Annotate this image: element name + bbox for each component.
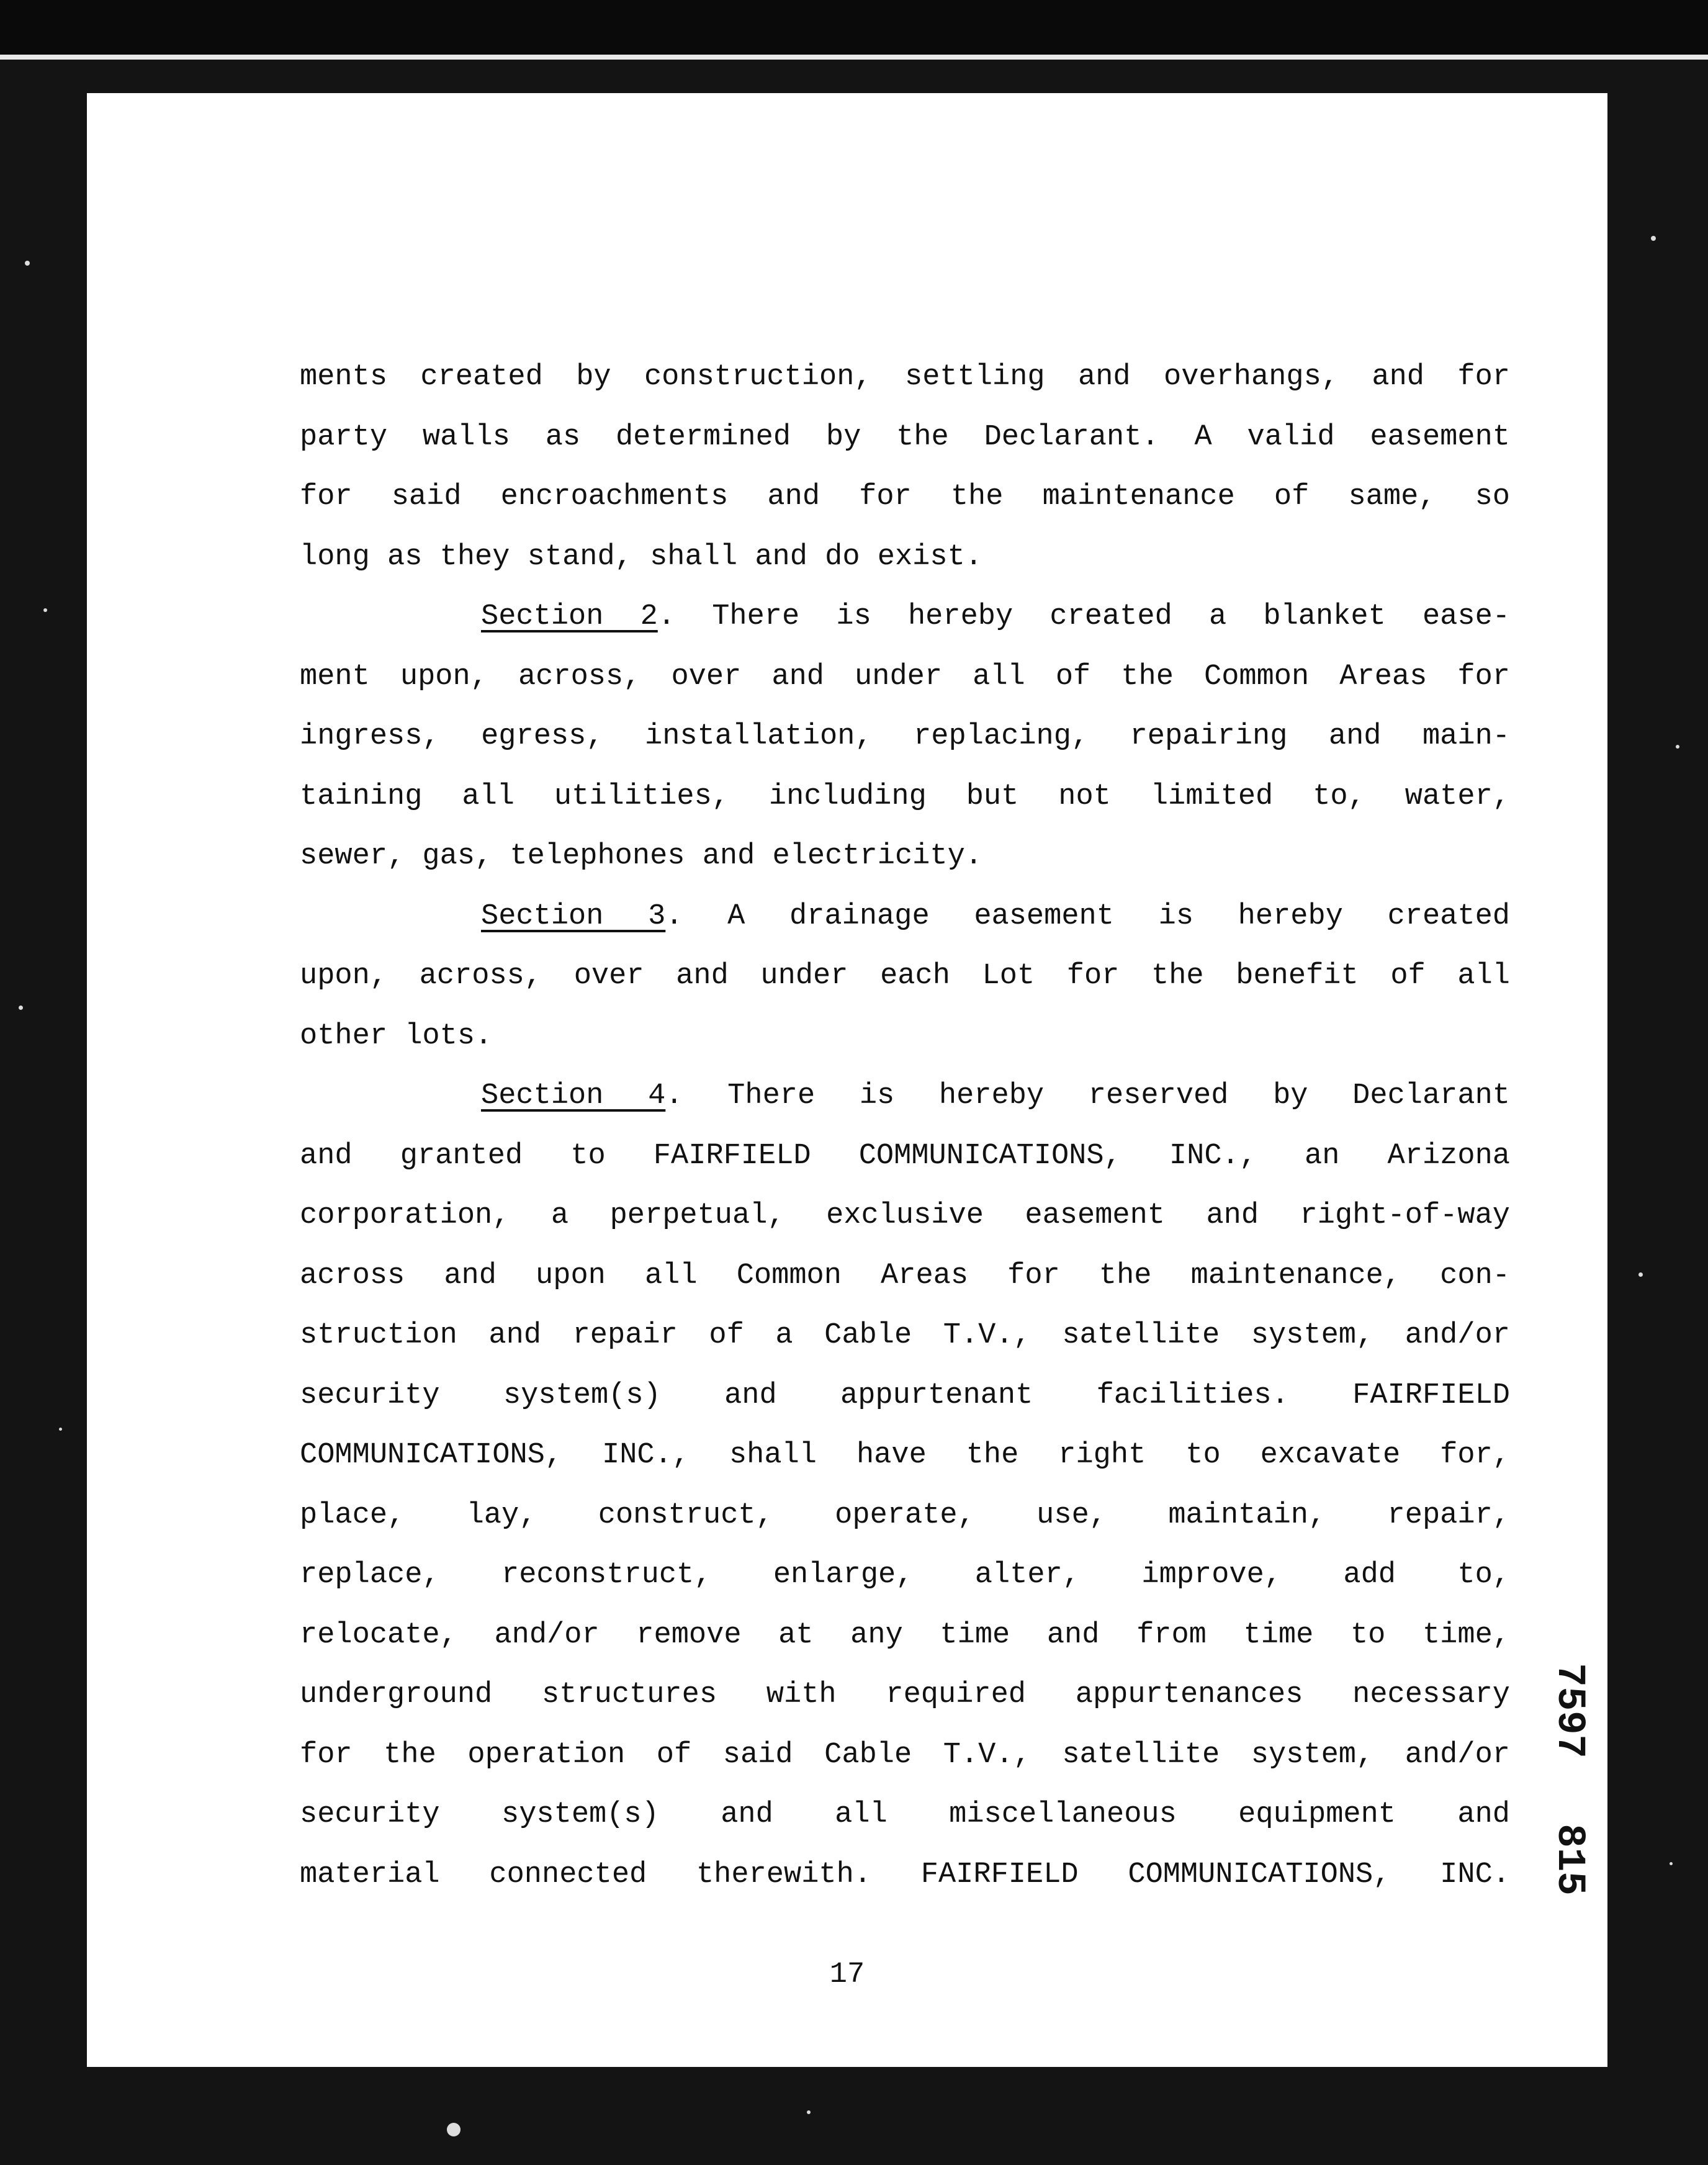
scan-speck [43, 608, 47, 612]
text-line [300, 408, 1510, 468]
text-line [300, 587, 1510, 647]
text-line [300, 348, 1510, 408]
text-line [300, 1785, 1510, 1845]
text-line [300, 1845, 1510, 1906]
line-text: and granted to FAIRFIELD COMMUNICATIONS, INC., an Arizona [300, 1139, 1510, 1173]
line-text: replace, reconstruct, enlarge, alter, improve, add to, [300, 1559, 1510, 1591]
line-text: . There is hereby reserved by Declarant [665, 1079, 1510, 1112]
scan-speck [1638, 1272, 1643, 1277]
text-line [300, 528, 1510, 588]
text-line [300, 1426, 1510, 1486]
scan-speck [25, 261, 30, 266]
line-text: . There is hereby created a blanket ease- [657, 600, 1510, 633]
text-line [300, 647, 1510, 708]
document-page [87, 93, 1607, 2067]
line-text: underground structures with required appurtenances necessary [300, 1678, 1510, 1711]
text-line [300, 1127, 1510, 1187]
line-text: upon, across, over and under each Lot for the benefit of all [300, 960, 1510, 992]
text-line [300, 947, 1510, 1007]
stamp-book-number: 7597 [1547, 1663, 1591, 1758]
section-heading: Section 3 [481, 899, 666, 933]
text-line [300, 1606, 1510, 1666]
line-text: taining all utilities, including but not limited to, water, [300, 780, 1510, 813]
text-line [300, 1246, 1510, 1307]
line-text: across and upon all Common Areas for the maintenance, con- [300, 1259, 1510, 1292]
line-text: party walls as determined by the Declarant. A valid easement [300, 420, 1510, 454]
scan-speck [1651, 236, 1656, 241]
scan-speck [447, 2123, 461, 2136]
text-line [300, 767, 1510, 827]
text-line [300, 887, 1510, 947]
line-text: relocate, and/or remove at any time and from time to time, [300, 1618, 1510, 1652]
scan-top-border [0, 0, 1708, 57]
scan-speck [19, 1006, 23, 1010]
text-line [300, 1007, 1510, 1067]
line-text: for said encroachments and for the maintenance of same, so [300, 480, 1510, 513]
line-text: struction and repair of a Cable T.V., satellite system, and/or [300, 1319, 1510, 1352]
line-text: ment upon, across, over and under all of the Common Areas for [300, 660, 1510, 693]
section-heading: Section 2 [481, 600, 658, 633]
line-text: security system(s) and all miscellaneous equipment and [300, 1798, 1510, 1831]
text-line [300, 1066, 1510, 1127]
line-text: ingress, egress, installation, replacing, repairing and main- [300, 720, 1510, 753]
page-number: 17 [829, 1958, 865, 1991]
scan-edge-line [0, 55, 1708, 60]
line-text: place, lay, construct, operate, use, maintain, repair, [300, 1498, 1510, 1532]
text-line [300, 707, 1510, 767]
line-text: material connected therewith. FAIRFIELD COMMUNICATIONS, INC. [300, 1858, 1510, 1891]
line-text: sewer, gas, telephones and electricity. [300, 840, 982, 873]
section-heading: Section 4 [481, 1079, 666, 1112]
text-line [300, 1366, 1510, 1426]
margin-recording-stamp [1519, 1601, 1619, 1924]
line-text: . A drainage easement is hereby created [665, 899, 1510, 933]
line-text: ments created by construction, settling and overhangs, and for [300, 361, 1510, 394]
text-line [300, 1186, 1510, 1246]
line-text: for the operation of said Cable T.V., satellite system, and/or [300, 1738, 1510, 1771]
text-line [300, 467, 1510, 528]
text-line [300, 1306, 1510, 1366]
line-text: COMMUNICATIONS, INC., shall have the right to excavate for, [300, 1439, 1510, 1472]
line-text: corporation, a perpetual, exclusive easement and right-of-way [300, 1199, 1510, 1232]
scan-speck [59, 1428, 62, 1431]
text-line [300, 1726, 1510, 1786]
scan-speck [1676, 745, 1679, 749]
stamp-page-number: 815 [1547, 1824, 1591, 1896]
document-body [300, 348, 1510, 1905]
line-text: other lots. [300, 1019, 493, 1053]
text-line [300, 1665, 1510, 1726]
text-line [300, 827, 1510, 887]
text-line [300, 1546, 1510, 1606]
scan-speck [1670, 1862, 1673, 1865]
text-line [300, 1486, 1510, 1546]
line-text: security system(s) and appurtenant facilities. FAIRFIELD [300, 1379, 1510, 1412]
line-text: long as they stand, shall and do exist. [300, 540, 982, 574]
scan-speck [807, 2110, 811, 2114]
